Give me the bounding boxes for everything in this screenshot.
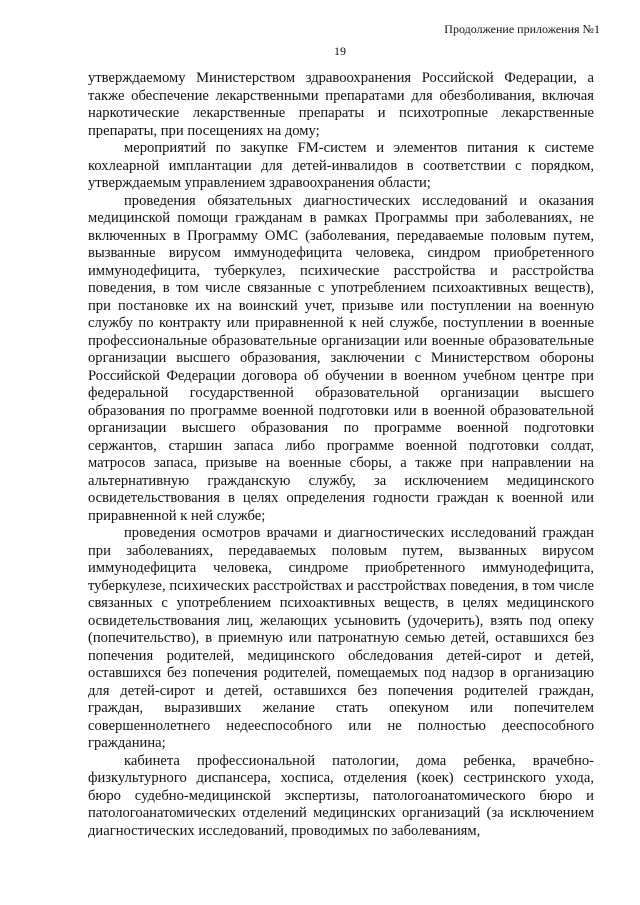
paragraph: утверждаемому Министерством здравоохранения Российской Федерации, а также обеспечение лекарственными препаратами для обезболивания, включая наркотические лекарственные препараты и психотропные лекарственные препараты, при посещениях на дому; bbox=[88, 70, 594, 139]
paragraph: проведения осмотров врачами и диагностических исследований граждан при заболеваниях, передаваемых половым путем, вызванных вирусом иммунодефицита человека, синдроме приобретенного иммунодефицита, туберкулезе, психических расстройствах и расстройствах поведения, в том числе связанных с употреблением психоактивных веществ, в целях медицинского освидетельствования лиц, желающих усыновить (удочерить), взять под опеку (попечительство), в приемную или патронатную семью детей, оставшихся без попечения родителей, медицинского обследования детей-сирот и детей, оставшихся без попечения родителей, помещаемых под надзор в организацию для детей-сирот и детей, оставшихся без попечения родителей граждан, граждан, выразивших желание стать опекуном или попечителем совершеннолетнего недееспособного или не полностью дееспособного гражданина; bbox=[88, 525, 594, 751]
page-number: 19 bbox=[334, 44, 346, 58]
paragraph: проведения обязательных диагностических исследований и оказания медицинской помощи гражданам в рамках Программы при заболеваниях, не включенных в Программу ОМС (заболевания, передаваемые половым путем, вызванные вирусом иммунодефицита человека, синдром приобретенного иммунодефицита, туберкулез, психические расстройства и расстройства поведения, в том числе связанные с употреблением психоактивных веществ), при постановке их на воинский учет, призыве или поступлении на военную службу по контракту или приравненной к ней службе, поступлении в военные профессиональные образовательные организации или военные образовательные организации высшего образования, заключении с Министерством обороны Российской Федерации договора об обучении в военном учебном центре при федеральной государственной образовательной организации высшего образования по программе военной подготовки или в военной образовательной организации высшего образования по программе военной подготовки сержантов, старшин запаса либо программе военной подготовки солдат, матросов запаса, призыве на военные сборы, а также при направлении на альтернативную гражданскую службу, за исключением медицинского освидетельствования в целях определения годности граждан к военной или приравненной к ней службе; bbox=[88, 192, 594, 524]
running-title: Продолжение приложения №1 bbox=[444, 22, 600, 36]
paragraph: мероприятий по закупке FM-систем и элементов питания к системе кохлеарной имплантации для детей-инвалидов в соответствии с порядком, утверждаемым управлением здравоохранения области; bbox=[88, 140, 594, 191]
paragraph: кабинета профессиональной патологии, дома ребенка, врачебно-физкультурного диспансера, хосписа, отделения (коек) сестринского ухода, бюро судебно-медицинской экспертизы, патологоанатомического бюро и патологоанатомических отделений медицинских организаций (за исключением диагностических исследований, проводимых по заболеваниям, bbox=[88, 752, 594, 839]
body-text bbox=[88, 70, 594, 840]
